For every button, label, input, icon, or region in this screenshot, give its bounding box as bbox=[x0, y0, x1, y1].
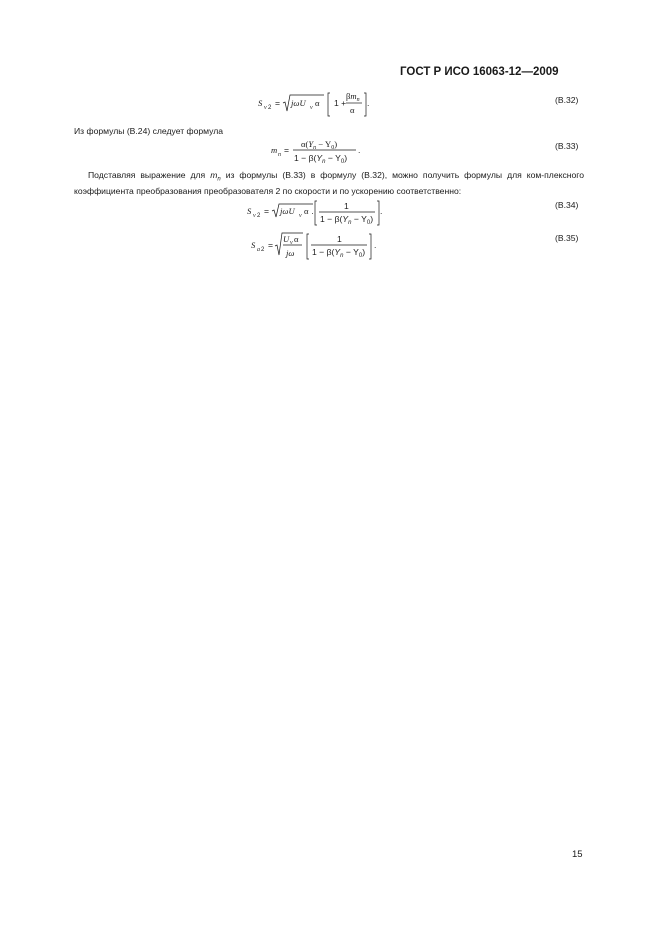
svg-text:.: . bbox=[374, 240, 377, 250]
svg-text:·: · bbox=[311, 208, 314, 218]
svg-text:S: S bbox=[258, 98, 263, 108]
svg-text:U: U bbox=[283, 234, 290, 244]
svg-text:jωU: jωU bbox=[280, 206, 295, 216]
equation-b33 bbox=[271, 137, 371, 167]
svg-text:.: . bbox=[358, 145, 361, 155]
svg-text:v: v bbox=[264, 105, 267, 111]
svg-text:.: . bbox=[380, 206, 383, 216]
svg-text:=: = bbox=[264, 206, 270, 216]
svg-text:α: α bbox=[294, 234, 299, 244]
svg-text:n: n bbox=[278, 152, 281, 158]
svg-text:βmn: $\beta m_n$ bbox=[346, 91, 360, 103]
equation-b34 bbox=[247, 198, 387, 228]
equation-b32 bbox=[258, 90, 388, 120]
body-paragraph bbox=[74, 170, 584, 197]
svg-text:α: α bbox=[304, 206, 309, 216]
svg-text:.: . bbox=[367, 98, 370, 108]
svg-text:jω: jω bbox=[286, 248, 295, 258]
svg-text:1 − β(Yn − Y0): $1 - \beta(Y_n - Y_0)$ bbox=[294, 153, 348, 165]
svg-text:α: α bbox=[315, 98, 320, 108]
svg-text:2: 2 bbox=[257, 213, 261, 219]
svg-text:2: 2 bbox=[268, 105, 272, 111]
svg-text:S: S bbox=[251, 240, 256, 250]
page-number: 15 bbox=[572, 849, 583, 860]
svg-text:1: 1 bbox=[337, 234, 342, 244]
document-header: ГОСТ Р ИСО 16063-12—2009 bbox=[400, 66, 559, 78]
svg-text:v: v bbox=[299, 213, 302, 219]
svg-text:=: = bbox=[275, 98, 281, 108]
svg-text:a: a bbox=[257, 247, 260, 253]
intro-line: Из формулы (В.24) следует формула bbox=[74, 126, 224, 136]
para-text-b: из формулы (В.33) в формулу (В.32), можно получить формулы для ком-плексного коэффициента преобразования преобразователя 2 по скорости и по ускорению соответственно: bbox=[74, 170, 585, 196]
svg-text:α: α bbox=[350, 105, 355, 115]
svg-text:v: v bbox=[310, 105, 313, 111]
svg-text:S: S bbox=[247, 206, 252, 216]
svg-text:jωU: jωU bbox=[291, 98, 306, 108]
para-text-a: Подставляя выражение для bbox=[88, 170, 211, 180]
equation-number-b35: (В.35) bbox=[555, 233, 579, 243]
svg-text:=: = bbox=[284, 145, 290, 155]
svg-text:2: 2 bbox=[261, 247, 265, 253]
para-var-sub: n bbox=[217, 176, 221, 183]
svg-text:=: = bbox=[268, 240, 274, 250]
svg-text:1 − β(Yn − Y0): $1 - \beta(Y_n - Y_0)$ bbox=[312, 247, 366, 259]
equation-b35 bbox=[251, 230, 391, 262]
equation-number-b33: (В.33) bbox=[555, 141, 579, 151]
svg-text:m: m bbox=[271, 145, 278, 155]
svg-text:v: v bbox=[253, 213, 256, 219]
equation-number-b34: (В.34) bbox=[555, 200, 579, 210]
svg-text:v: v bbox=[290, 240, 293, 246]
para-var: m bbox=[210, 170, 218, 180]
svg-text:1 +: 1 + bbox=[334, 98, 347, 108]
equation-number-b32: (В.32) bbox=[555, 95, 579, 105]
svg-text:α(Yn − Y0): $\alpha(Y_n - Y_0)$ bbox=[301, 139, 338, 151]
svg-text:1: 1 bbox=[344, 201, 349, 211]
svg-text:1 − β(Yn − Y0): $1 - \beta(Y_n - Y_0)$ bbox=[320, 214, 374, 226]
